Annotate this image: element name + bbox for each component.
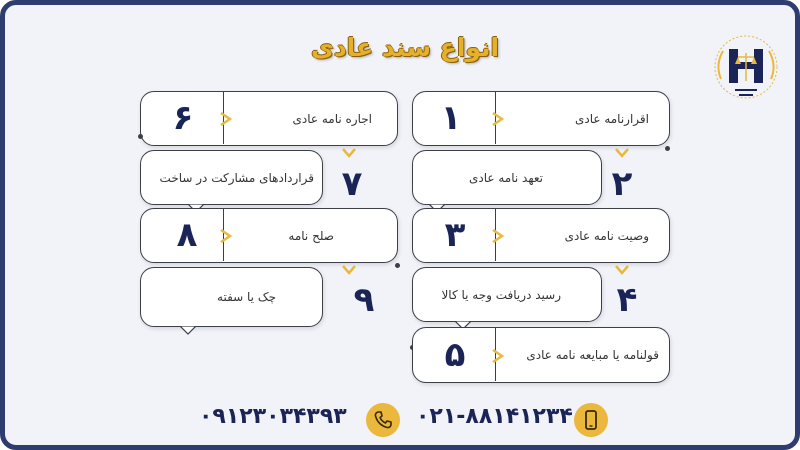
item-label-4: رسید دریافت وجه یا کالا [441, 287, 561, 302]
item-card-9 [140, 267, 323, 327]
item-number-3: ۳ [444, 215, 466, 255]
item-card-6 [140, 91, 398, 146]
mobile-phone-icon [574, 403, 608, 437]
item-label-6: اجاره نامه عادی [292, 111, 372, 126]
item-number-9: ۹ [353, 280, 375, 320]
item-label-7: قراردادهای مشارکت در ساخت [159, 170, 314, 185]
item-label-5: قولنامه یا مبایعه نامه عادی [526, 348, 659, 362]
item-card-1 [412, 91, 670, 146]
item-number-5: ۵ [444, 335, 466, 375]
item-label-3: وصیت نامه عادی [564, 228, 649, 243]
item-number-8: ۸ [176, 215, 198, 255]
landline-number: ۰۲۱-۸۸۱۴۱۲۳۴ [416, 404, 573, 429]
item-number-1: ۱ [440, 98, 462, 138]
item-label-1: اقرارنامه عادی [574, 111, 649, 126]
item-label-8: صلح نامه [288, 228, 334, 243]
item-number-2: ۲ [611, 164, 633, 204]
item-card-4 [412, 267, 602, 322]
item-card-7 [140, 150, 323, 205]
item-number-7: ۷ [341, 164, 363, 204]
page-title: انواع سند عادی [310, 33, 500, 62]
item-card-5 [412, 327, 670, 383]
item-label-9: چک یا سفته [217, 290, 276, 304]
item-card-8 [140, 208, 398, 263]
law-firm-logo [709, 27, 783, 109]
item-number-6: ۶ [172, 98, 194, 138]
telephone-icon [366, 403, 400, 437]
item-number-4: ۴ [616, 280, 638, 320]
item-card-2 [412, 150, 602, 205]
item-card-3 [412, 208, 670, 263]
mobile-number: ۰۹۱۲۳۰۳۴۳۹۳ [199, 404, 347, 429]
item-label-2: تعهد نامه عادی [469, 170, 543, 185]
